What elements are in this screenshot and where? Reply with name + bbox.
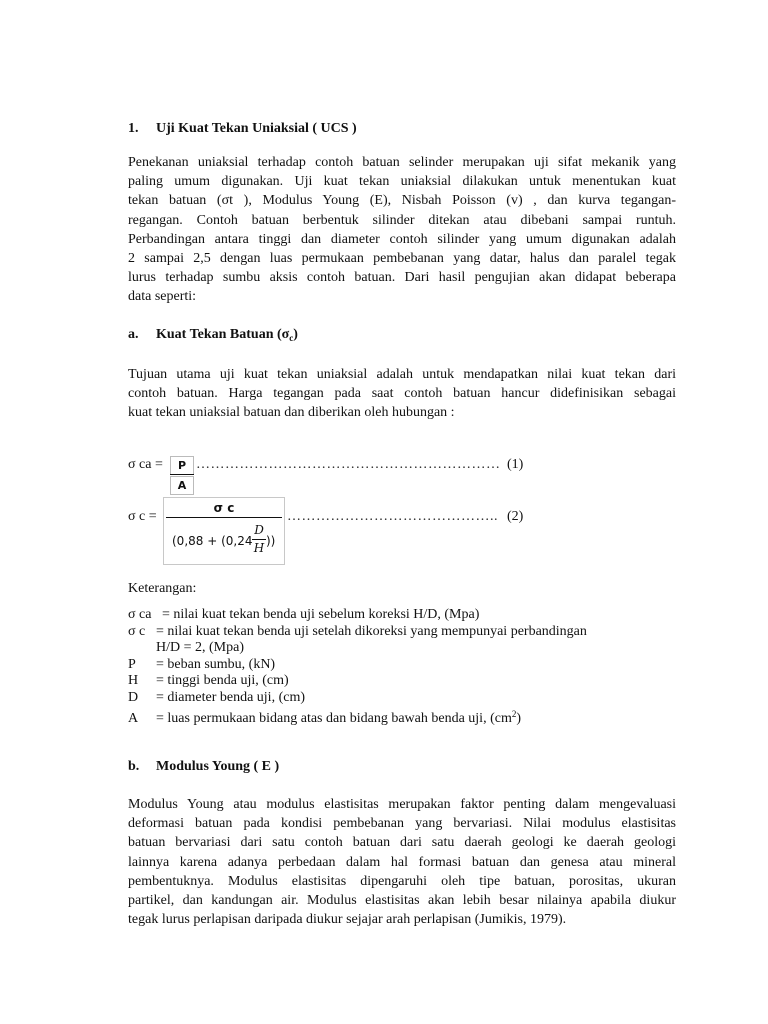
- equation-1-numerator: P: [170, 456, 194, 475]
- paragraph-line: deformasi batuan pada kondisi pembebanan yang bervariasi. Nilai modulus elastisitas: [128, 816, 676, 832]
- keterangan-row: [128, 673, 688, 690]
- paragraph-line: partikel, dan kandungan air. Modulus elastisitas akan lebih besar nilainya apabila diukur: [128, 893, 676, 909]
- paragraph-line: kuat tekan uniaksial batuan dan diberikan oleh hubungan :: [128, 405, 455, 421]
- equation-2-box: [163, 497, 285, 565]
- keterangan-symbol: σ ca: [128, 607, 152, 622]
- paragraph-line: 2 sampai 2,5 dengan luas permukaan pembebanan yang datar, halus dan paralel tegak: [128, 251, 676, 267]
- section-a-paragraph: [128, 365, 676, 423]
- section-1-heading: [128, 121, 357, 137]
- equation-2-numerator: σ c: [213, 501, 235, 515]
- equation-2-dh-bar: [252, 539, 266, 540]
- keterangan-text: = nilai kuat tekan benda uji sebelum koreksi H/D, (Mpa): [162, 607, 480, 622]
- keterangan-superscript: 2: [511, 709, 517, 719]
- section-a-heading: [128, 327, 298, 343]
- keterangan-text: H/D = 2, (Mpa): [156, 640, 244, 655]
- keterangan-symbol: P: [128, 656, 136, 672]
- keterangan-symbol: A: [128, 711, 139, 726]
- equation-2-lhs: σ c =: [128, 509, 157, 524]
- equation-1-dots: ………………………………………………………: [196, 457, 501, 472]
- section-1-title: Uji Kuat Tekan Uniaksial ( UCS ): [156, 121, 357, 136]
- paragraph-line: paling umum digunakan. Uji kuat tekan uniaksial dilakukan untuk menentukan kuat: [128, 174, 676, 190]
- equation-2-close: )): [266, 534, 276, 548]
- paragraph-line: pembentuknya. Modulus elastisitas dipengaruhi oleh tipe batuan, porositas, ukuran: [128, 873, 676, 889]
- paragraph-line: Penekanan uniaksial terhadap contoh batuan selinder merupakan uji sifat mekanik yang: [128, 155, 676, 170]
- equation-1-lhs: σ ca =: [128, 457, 163, 472]
- section-b-title: Modulus Young ( E ): [156, 759, 280, 774]
- keterangan-text: = luas permukaan bidang atas dan bidang bawah benda uji, (cm: [156, 711, 512, 726]
- section-a-title-close: ): [293, 327, 298, 342]
- paragraph-line: data seperti:: [128, 289, 197, 305]
- paragraph-line: batuan bervariasi dari satu contoh batuan dari satu daerah geologi ke daerah geologi: [128, 835, 676, 851]
- keterangan-row: [128, 640, 688, 657]
- paragraph-line: regangan. Contoh batuan berbentuk silinder ditekan atau dibebani sampai runtuh.: [128, 212, 676, 228]
- equation-1-fraction-bar: [170, 474, 194, 475]
- keterangan-row: [128, 706, 688, 728]
- paragraph-line: Modulus Young atau modulus elastisitas merupakan faktor penting dalam mengevaluasi: [128, 797, 676, 812]
- keterangan-symbol: D: [128, 689, 139, 705]
- equation-1-denominator: A: [170, 476, 194, 495]
- section-1-number: 1.: [128, 121, 139, 136]
- section-a-letter: a.: [128, 327, 139, 342]
- equation-2-label: (2): [507, 509, 524, 524]
- section-b-paragraph: [128, 795, 676, 929]
- section-b-letter: b.: [128, 759, 140, 774]
- equation-2-fraction-bar: [166, 517, 282, 518]
- paragraph-line: lainnya karena adanya perbedaan dalam hal formasi batuan dan genesa atau mineral: [128, 854, 676, 870]
- paragraph-line: Perbandingan antara tinggi dan diameter contoh silinder yang umum digunakan adalah: [128, 231, 676, 247]
- keterangan-symbol: σ c: [128, 623, 146, 639]
- paragraph-line: tekan batuan (σt ), Modulus Young (E), Nisbah Poisson (v) , dan kurva tegangan-: [128, 193, 676, 209]
- keterangan-text: = diameter benda uji, (cm): [156, 689, 306, 705]
- equation-2-denominator-text: (0,88 + (0,24: [172, 534, 253, 548]
- equation-2-d: D: [254, 523, 264, 537]
- keterangan-row: [128, 690, 688, 707]
- section-1-paragraph: [128, 153, 676, 307]
- keterangan-text: = tinggi benda uji, (cm): [156, 673, 289, 688]
- equation-2-dots: ……………………………………..: [287, 509, 498, 524]
- section-a-title: Kuat Tekan Batuan (σ: [156, 327, 290, 342]
- keterangan-symbol: H: [128, 673, 139, 688]
- equation-2-h: H: [253, 541, 265, 555]
- keterangan-row: [128, 607, 688, 624]
- keterangan-list: [128, 607, 688, 728]
- paragraph-line: tegak lurus perlapisan daripada diukur sejajar arah perlapisan (Jumikis, 1979).: [128, 912, 567, 928]
- section-b-heading: [128, 759, 279, 775]
- keterangan-text: = beban sumbu, (kN): [156, 656, 276, 672]
- paragraph-line: contoh batuan. Harga tegangan pada saat contoh batuan hancur didefinisikan sebagai: [128, 386, 676, 402]
- paragraph-line: Tujuan utama uji kuat tekan uniaksial adalah untuk mendapatkan nilai kuat tekan dari: [128, 367, 676, 382]
- paragraph-line: lurus terhadap sumbu aksis contoh batuan. Dari hasil pengujian akan didapat beberapa: [128, 270, 676, 286]
- equation-1-label: (1): [507, 457, 524, 472]
- keterangan-title: Keterangan:: [128, 581, 197, 596]
- keterangan-row: [128, 657, 688, 674]
- keterangan-row: [128, 624, 688, 641]
- keterangan-text: = nilai kuat tekan benda uji setelah dikoreksi yang mempunyai perbandingan: [156, 623, 587, 639]
- section-a-title-sub: c: [289, 333, 294, 343]
- keterangan-close: ): [516, 711, 522, 726]
